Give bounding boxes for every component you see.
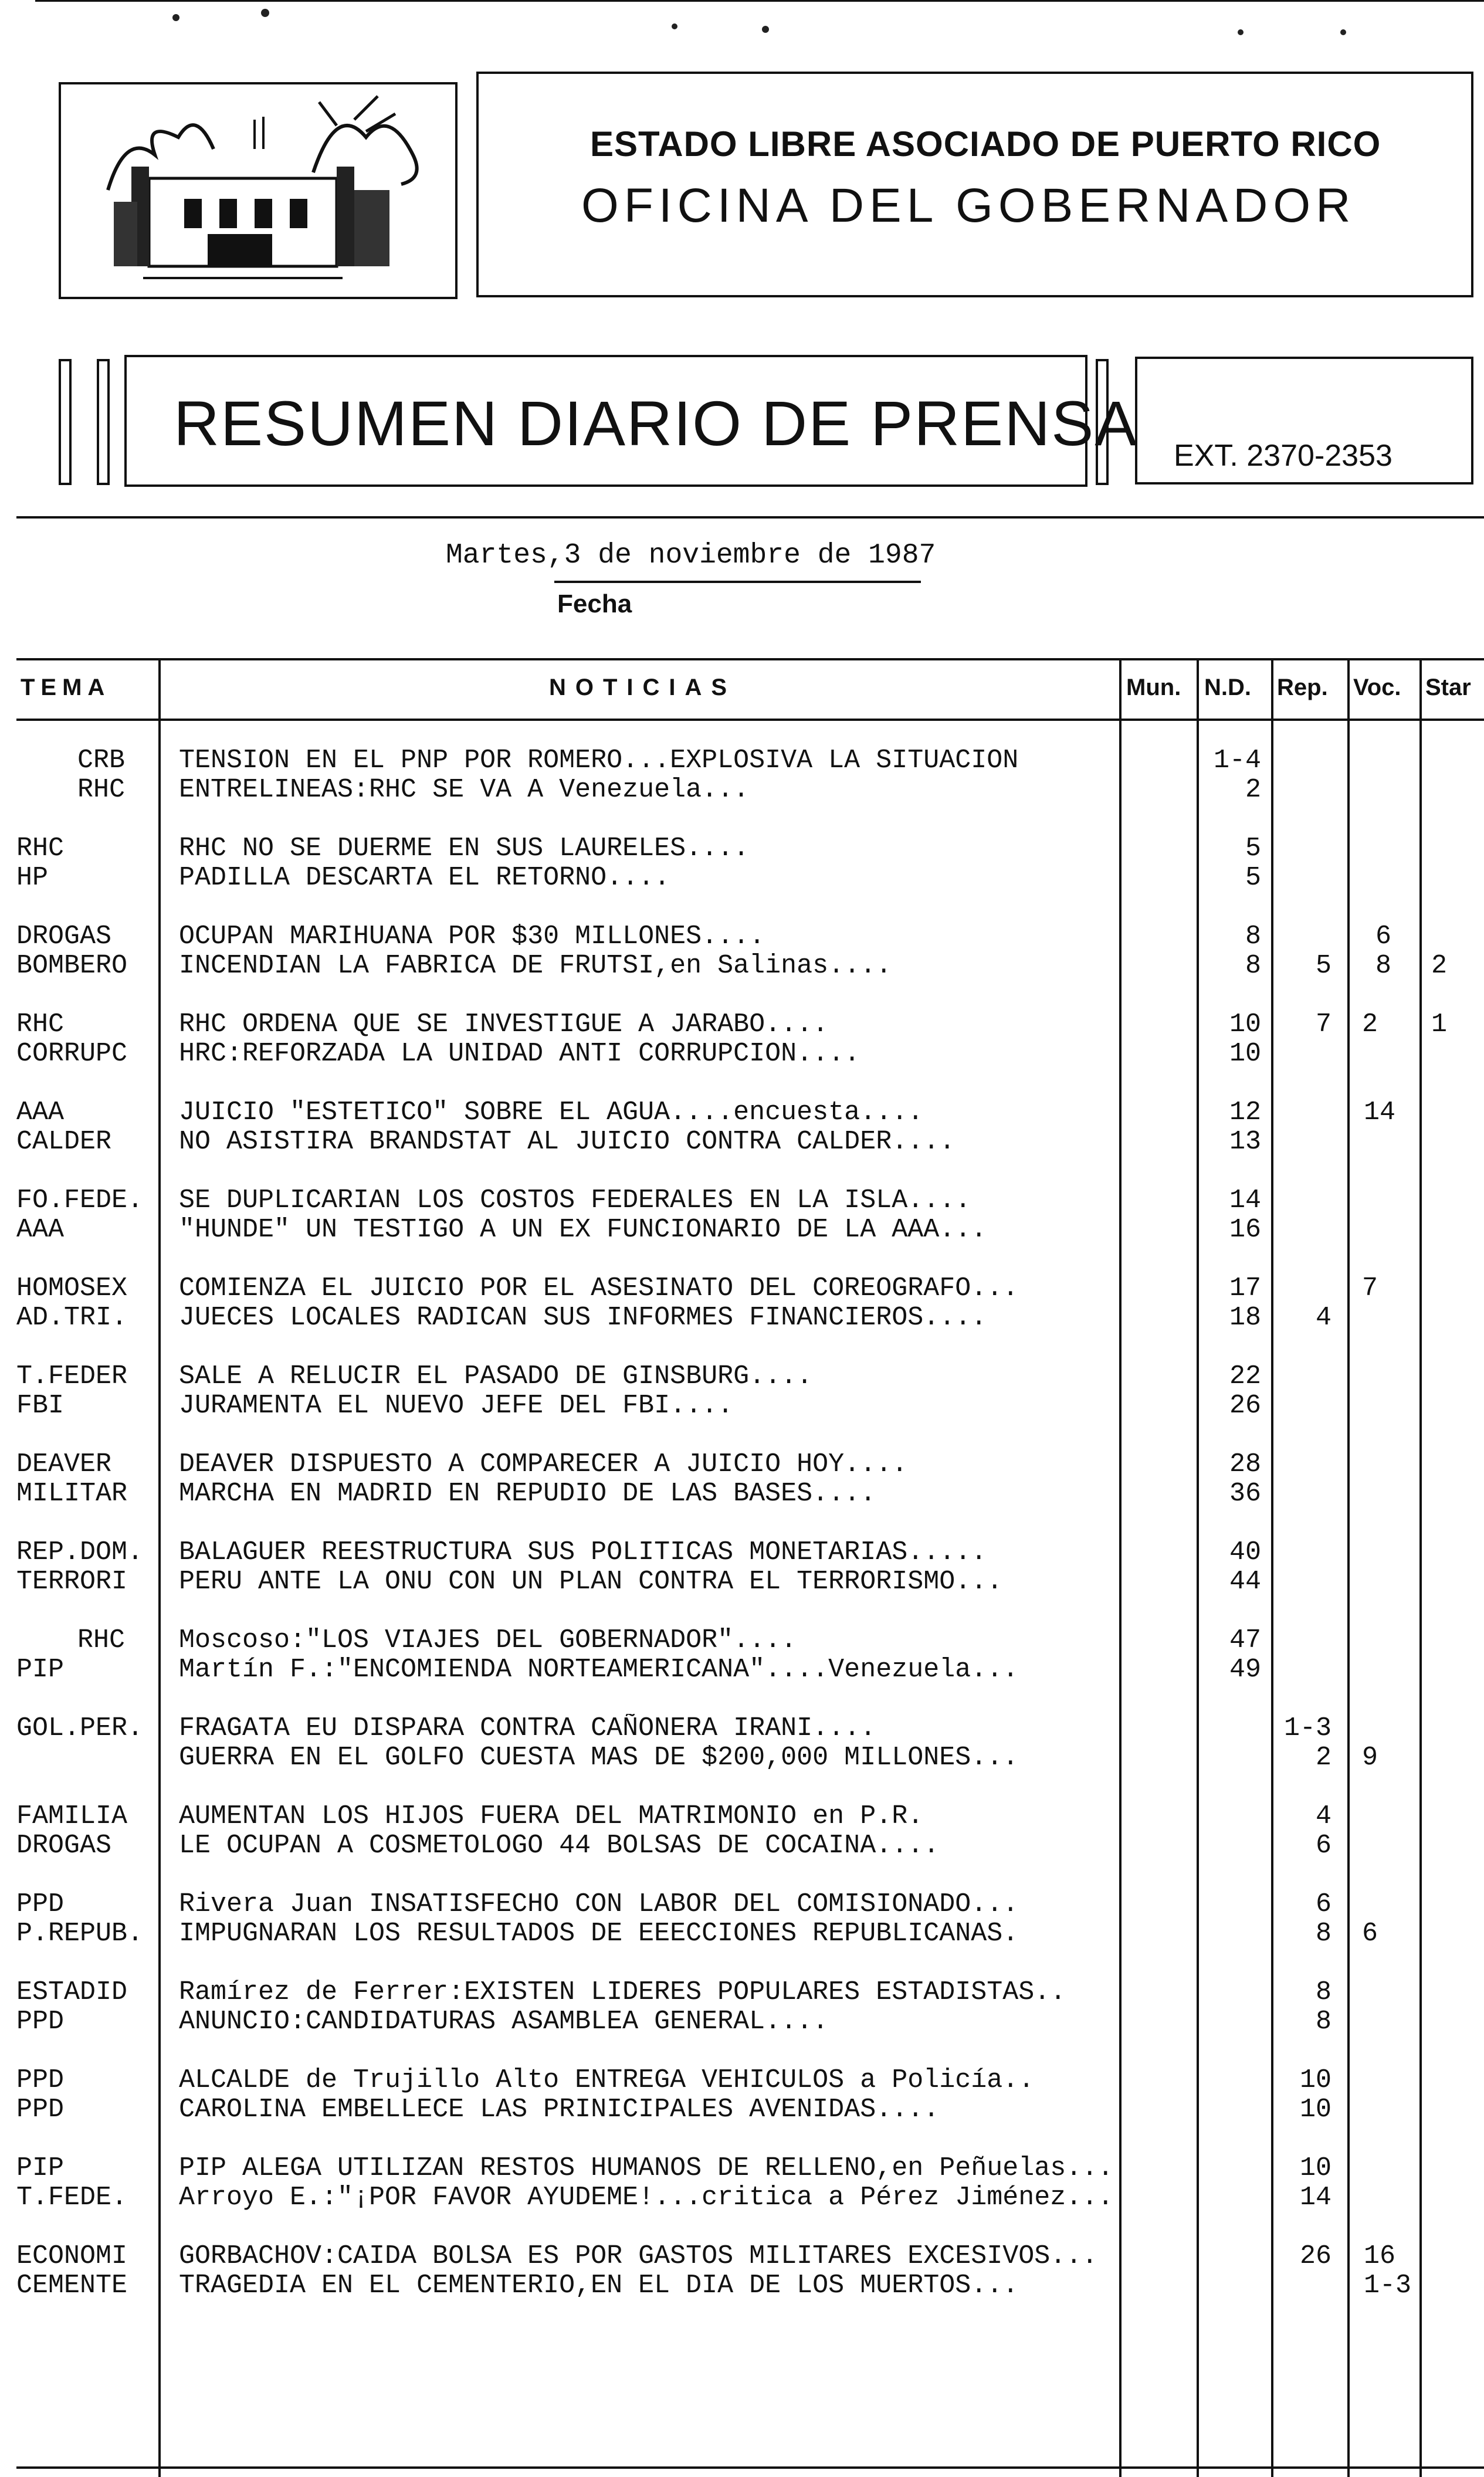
rep-cell: 10 — [1299, 2065, 1331, 2095]
tema-cell: ECONOMI — [16, 2241, 128, 2271]
col-header-mun: Mun. — [1126, 675, 1181, 700]
rep-cell: 8 — [1315, 1919, 1331, 1949]
rep-cell: 8 — [1315, 1977, 1331, 2007]
rep-cell: 10 — [1299, 2095, 1331, 2124]
rep-cell: 5 — [1315, 951, 1331, 981]
noticia-cell: NO ASISTIRA BRANDSTAT AL JUICIO CONTRA CALDER.... — [179, 1127, 956, 1157]
nd-cell: 36 — [1229, 1479, 1261, 1509]
noticia-cell: PADILLA DESCARTA EL RETORNO.... — [179, 863, 670, 893]
tema-cell: ESTADID — [16, 1977, 128, 2007]
rep-cell: 26 — [1299, 2241, 1331, 2271]
date-label: Fecha — [557, 589, 632, 618]
tema-cell: RHC — [77, 1625, 125, 1655]
extension-number: EXT. 2370-2353 — [1174, 439, 1392, 473]
noticia-cell: Arroyo E.:"¡POR FAVOR AYUDEME!...critica a Pérez Jiménez... — [179, 2183, 1114, 2212]
col-divider-tema — [158, 658, 161, 2477]
tema-cell: FAMILIA — [16, 1801, 128, 1831]
rep-cell: 14 — [1299, 2183, 1331, 2212]
office-title: OFICINA DEL GOBERNADOR — [581, 179, 1356, 232]
tema-cell: PPD — [16, 1889, 65, 1919]
noticia-cell: PERU ANTE LA ONU CON UN PLAN CONTRA EL TERRORISMO... — [179, 1567, 1003, 1597]
nd-cell: 22 — [1229, 1361, 1261, 1391]
tema-cell: BOMBERO — [16, 951, 128, 981]
voc-cell: 6 — [1375, 921, 1392, 951]
noticia-cell: SALE A RELUCIR EL PASADO DE GINSBURG.... — [179, 1362, 813, 1391]
rep-cell: 10 — [1299, 2153, 1331, 2183]
office-title-box — [476, 72, 1473, 297]
extension-box — [1135, 357, 1473, 484]
noticia-cell: MARCHA EN MADRID EN REPUDIO DE LAS BASES.... — [179, 1479, 876, 1509]
tema-cell: HOMOSEX — [16, 1273, 128, 1303]
tema-cell: RHC — [77, 775, 125, 805]
noticia-cell: DEAVER DISPUESTO A COMPARECER A JUICIO HOY.... — [179, 1450, 908, 1479]
voc-cell: 1-3 — [1364, 2271, 1412, 2300]
tema-cell: REP.DOM. — [16, 1537, 144, 1567]
nd-cell: 10 — [1229, 1039, 1261, 1069]
nd-cell: 2 — [1245, 775, 1261, 805]
commonwealth-title: ESTADO LIBRE ASOCIADO DE PUERTO RICO — [590, 124, 1381, 164]
nd-cell: 13 — [1229, 1127, 1261, 1157]
tema-cell: CORRUPC — [16, 1039, 128, 1069]
col-header-rep: Rep. — [1277, 675, 1328, 700]
nd-cell: 26 — [1229, 1391, 1261, 1421]
tema-cell: MILITAR — [16, 1479, 128, 1509]
star-cell: 2 — [1431, 951, 1448, 981]
noticia-cell: GORBACHOV:CAIDA BOLSA ES POR GASTOS MILITARES EXCESIVOS... — [179, 2242, 1098, 2271]
tema-cell: FO.FEDE. — [16, 1185, 144, 1215]
noticia-cell: TRAGEDIA EN EL CEMENTERIO,EN EL DIA DE LOS MUERTOS... — [179, 2271, 1019, 2300]
noticia-cell: COMIENZA EL JUICIO POR EL ASESINATO DEL COREOGRAFO... — [179, 1274, 1019, 1303]
nd-cell: 28 — [1229, 1449, 1261, 1479]
date-underline — [554, 581, 921, 583]
nd-cell: 12 — [1229, 1097, 1261, 1127]
nd-cell: 8 — [1245, 951, 1261, 981]
table-top-rule — [16, 658, 1484, 660]
voc-cell: 7 — [1362, 1273, 1378, 1303]
rep-cell: 6 — [1315, 1889, 1331, 1919]
table-bottom-rule — [16, 2466, 1484, 2469]
noticia-cell: INCENDIAN LA FABRICA DE FRUTSI,en Salinas.... — [179, 951, 892, 981]
voc-cell: 8 — [1375, 951, 1392, 981]
tema-cell: PIP — [16, 1655, 65, 1685]
report-date: Martes,3 de noviembre de 1987 — [446, 540, 936, 571]
fortaleza-illustration — [61, 84, 455, 297]
tema-cell: AAA — [16, 1097, 65, 1127]
noticia-cell: RHC ORDENA QUE SE INVESTIGUE A JARABO.... — [179, 1010, 829, 1039]
nd-cell: 47 — [1229, 1625, 1261, 1655]
noticia-cell: Moscoso:"LOS VIAJES DEL GOBERNADOR".... — [179, 1626, 797, 1655]
nd-cell: 49 — [1229, 1655, 1261, 1685]
noticia-cell: JURAMENTA EL NUEVO JEFE DEL FBI.... — [179, 1391, 734, 1421]
tema-cell: DROGAS — [16, 921, 112, 951]
noticia-cell: ANUNCIO:CANDIDATURAS ASAMBLEA GENERAL.... — [179, 2007, 829, 2037]
tema-cell: P.REPUB. — [16, 1919, 144, 1949]
banner-bar-left-2 — [97, 359, 110, 485]
tema-cell: CRB — [77, 746, 125, 775]
tema-cell: PPD — [16, 2095, 65, 2124]
table-header-rule — [16, 719, 1484, 721]
rep-cell: 1-3 — [1283, 1713, 1331, 1743]
tema-cell: HP — [16, 863, 49, 893]
voc-cell: 2 — [1362, 1009, 1378, 1039]
banner-box — [124, 355, 1139, 487]
tema-cell: PPD — [16, 2007, 65, 2037]
noticia-cell: JUECES LOCALES RADICAN SUS INFORMES FINANCIEROS.... — [179, 1303, 987, 1333]
nd-cell: 18 — [1229, 1303, 1261, 1333]
tema-cell: T.FEDE. — [16, 2183, 128, 2212]
banner-bar-right-1 — [1096, 359, 1109, 485]
tema-cell: GOL.PER. — [16, 1713, 144, 1743]
col-header-noticias: NOTICIAS — [548, 675, 737, 700]
tema-cell: AD.TRI. — [16, 1303, 128, 1333]
governor-mansion-logo — [59, 82, 458, 299]
rep-cell: 2 — [1315, 1743, 1331, 1773]
noticia-cell: SE DUPLICARIAN LOS COSTOS FEDERALES EN LA ISLA.... — [179, 1186, 971, 1215]
noticia-cell: RHC NO SE DUERME EN SUS LAURELES.... — [179, 834, 750, 863]
col-header-nd: N.D. — [1204, 675, 1251, 700]
tema-cell: DEAVER — [16, 1449, 112, 1479]
tema-cell: CALDER — [16, 1127, 112, 1157]
noticia-cell: "HUNDE" UN TESTIGO A UN EX FUNCIONARIO DE LA AAA... — [179, 1215, 987, 1245]
nd-cell: 10 — [1229, 1009, 1261, 1039]
noticia-cell: IMPUGNARAN LOS RESULTADOS DE EEECCIONES REPUBLICANAS. — [179, 1919, 1019, 1949]
nd-cell: 44 — [1229, 1567, 1261, 1597]
col-divider-rep — [1347, 658, 1350, 2477]
noticia-cell: JUICIO "ESTETICO" SOBRE EL AGUA....encuesta.... — [179, 1098, 924, 1127]
tema-cell: TERRORI — [16, 1567, 128, 1597]
noticia-cell: GUERRA EN EL GOLFO CUESTA MAS DE $200,000 MILLONES... — [179, 1743, 1019, 1773]
nd-cell: 16 — [1229, 1215, 1261, 1245]
banner-title: RESUMEN DIARIO DE PRENSA — [174, 388, 1139, 459]
tema-cell: AAA — [16, 1215, 65, 1245]
tema-cell: CEMENTE — [16, 2271, 128, 2300]
nd-cell: 14 — [1229, 1185, 1261, 1215]
tema-cell: DROGAS — [16, 1831, 112, 1861]
tema-cell: RHC — [16, 833, 65, 863]
noticia-cell: ALCALDE de Trujillo Alto ENTREGA VEHICULOS a Policía.. — [179, 2066, 1035, 2095]
noticia-cell: PIP ALEGA UTILIZAN RESTOS HUMANOS DE RELLENO,en Peñuelas... — [179, 2154, 1114, 2183]
tema-cell: PPD — [16, 2065, 65, 2095]
voc-cell: 16 — [1364, 2241, 1396, 2271]
col-header-star: Star — [1425, 675, 1471, 700]
rep-cell: 4 — [1315, 1801, 1331, 1831]
banner-bar-left-1 — [59, 359, 72, 485]
col-header-voc: Voc. — [1353, 675, 1401, 700]
tema-cell: PIP — [16, 2153, 65, 2183]
nd-cell: 17 — [1229, 1273, 1261, 1303]
col-header-tema: TEMA — [21, 675, 111, 700]
nd-cell: 40 — [1229, 1537, 1261, 1567]
rep-cell: 7 — [1315, 1009, 1331, 1039]
voc-cell: 9 — [1362, 1743, 1378, 1773]
noticia-cell: BALAGUER REESTRUCTURA SUS POLITICAS MONETARIAS..... — [179, 1538, 987, 1567]
voc-cell: 6 — [1362, 1919, 1378, 1949]
nd-cell: 8 — [1245, 921, 1261, 951]
noticia-cell: Ramírez de Ferrer:EXISTEN LIDERES POPULARES ESTADISTAS.. — [179, 1978, 1066, 2007]
nd-cell: 5 — [1245, 833, 1261, 863]
rep-cell: 4 — [1315, 1303, 1331, 1333]
tema-cell: T.FEDER — [16, 1361, 128, 1391]
voc-cell: 14 — [1364, 1097, 1396, 1127]
noticia-cell: LE OCUPAN A COSMETOLOGO 44 BOLSAS DE COCAINA.... — [179, 1831, 940, 1861]
tema-cell: FBI — [16, 1391, 65, 1421]
nd-cell: 5 — [1245, 863, 1261, 893]
noticia-cell: ENTRELINEAS:RHC SE VA A Venezuela... — [179, 775, 750, 805]
tema-cell: RHC — [16, 1009, 65, 1039]
noticia-cell: Rivera Juan INSATISFECHO CON LABOR DEL COMISIONADO... — [179, 1890, 1019, 1919]
noticia-cell: TENSION EN EL PNP POR ROMERO...EXPLOSIVA LA SITUACION — [179, 746, 1019, 775]
rep-cell: 8 — [1315, 2007, 1331, 2037]
noticia-cell: FRAGATA EU DISPARA CONTRA CAÑONERA IRANI.... — [179, 1714, 876, 1743]
header-divider — [16, 516, 1484, 519]
nd-cell: 1-4 — [1213, 746, 1261, 775]
noticia-cell: Martín F.:"ENCOMIENDA NORTEAMERICANA"....Venezuela... — [179, 1655, 1019, 1685]
star-cell: 1 — [1431, 1009, 1448, 1039]
noticia-cell: OCUPAN MARIHUANA POR $30 MILLONES.... — [179, 922, 765, 951]
noticia-cell: HRC:REFORZADA LA UNIDAD ANTI CORRUPCION.... — [179, 1039, 860, 1069]
noticia-cell: CAROLINA EMBELLECE LAS PRINICIPALES AVENIDAS.... — [179, 2095, 940, 2124]
rep-cell: 6 — [1315, 1831, 1331, 1861]
noticia-cell: AUMENTAN LOS HIJOS FUERA DEL MATRIMONIO en P.R. — [179, 1802, 924, 1831]
